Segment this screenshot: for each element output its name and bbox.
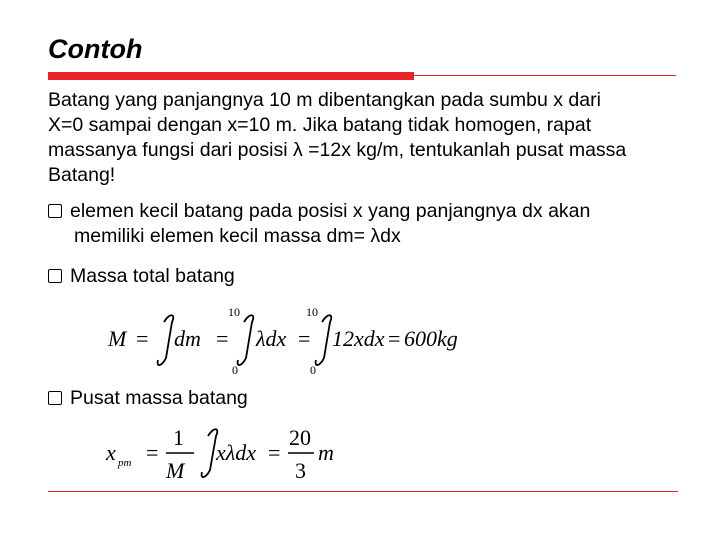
eq2-equals-1: = [146,440,159,465]
eq1-equals-1: = [136,326,149,351]
eq1-lhs: M [108,326,127,351]
eq2-integrand: xλdx [216,440,257,465]
eq1-upper-limit-2: 10 [306,305,318,319]
eq2-result-denominator: 3 [295,458,306,483]
eq1-term-12x: 12xdx [332,326,385,351]
checkbox-bullet-icon [48,204,62,218]
eq1-equals-4: = [388,326,401,351]
eq2-result-numerator: 20 [289,425,311,450]
eq2-lhs: x [106,440,116,465]
equation-total-mass [106,300,476,380]
statement-line-2: X=0 sampai dengan x=10 m. Jika batang tidak homogen, rapat [48,114,592,136]
bottom-divider [48,491,678,492]
title-underline-thin [414,75,676,76]
bullet-text: Massa total batang [70,265,235,287]
eq1-upper-limit-1: 10 [228,305,240,319]
bullet-center-of-mass [48,386,708,411]
statement-line-1: Batang yang panjangnya 10 m dibentangkan pada sumbu x dari [48,89,601,111]
bullet-text: elemen kecil batang pada posisi x yang panjangnya dx akan [70,200,591,222]
eq1-result: 600kg [404,326,458,351]
eq1-term-lambda: λdx [256,326,287,351]
eq2-equals-2: = [268,440,281,465]
eq2-fraction-numerator: 1 [173,425,184,450]
integral-sign-3 [316,315,332,365]
bullet-total-mass [48,264,708,289]
eq2-unit: m [318,440,334,465]
eq1-equals-2: = [216,326,229,351]
eq1-term-dm: dm [174,326,201,351]
statement-line-3: massanya fungsi dari posisi λ =12x kg/m, tentukanlah pusat massa [48,139,627,161]
checkbox-bullet-icon [48,269,62,283]
bullet-text-continued: memiliki elemen kecil massa dm= λdx [74,225,401,247]
equation-center-of-mass [104,420,354,490]
eq2-subscript: pm [118,457,132,469]
eq2-fraction-denominator: M [166,458,185,483]
eq1-lower-limit-1: 0 [232,363,238,377]
statement-line-4: Batang! [48,164,116,186]
eq1-lower-limit-2: 0 [310,363,316,377]
problem-statement [48,88,708,188]
bullet-element-mass [48,199,708,249]
integral-sign-1 [158,315,174,365]
bullet-text: Pusat massa batang [70,387,248,409]
integral-sign-2 [238,315,254,365]
title-underline-thick [48,72,414,80]
integral-sign-4 [202,429,218,477]
slide-title: Contoh [48,34,143,64]
checkbox-bullet-icon [48,391,62,405]
eq1-equals-3: = [298,326,311,351]
